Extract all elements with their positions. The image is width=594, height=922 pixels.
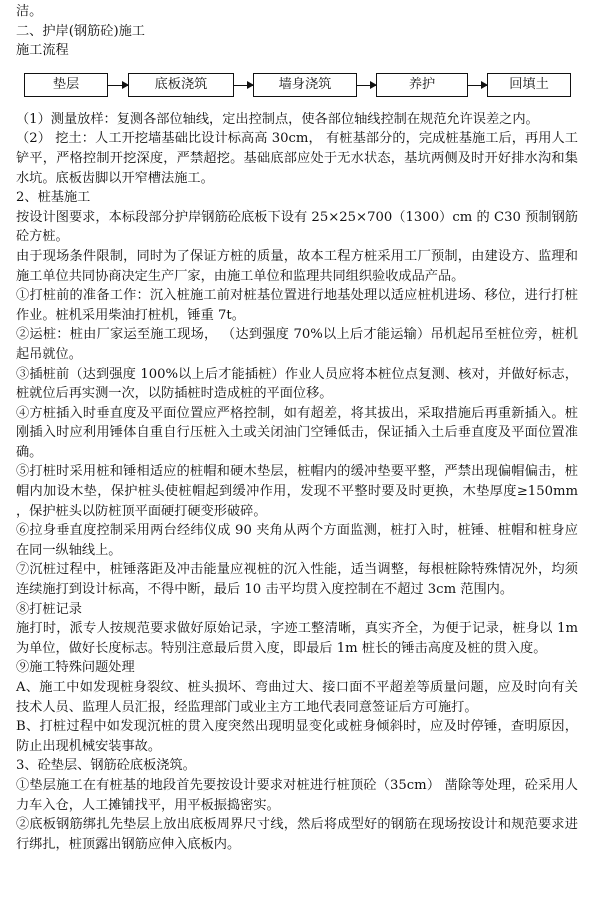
flow-step-slab-pour: 底板浇筑 <box>128 73 234 97</box>
paragraph: ⑦沉桩过程中，桩锤落距及冲击能量应视桩的沉入性能，适当调整，每根桩除特殊情况外，均须连续施打到设计标高，不得中断，最后 10 击平均贯入度控制在不超过 3cm 范围内。 <box>16 562 578 598</box>
paragraph-excavation: （2） 挖土：人工开挖墙基础比设计标高高 30cm， 有桩基部分的，完成桩基施工后，再用人工铲平，严格控制开挖深度，严禁超挖。基础底部应处于无水状态，基坑两侧及时开好排水沟和集水坑。底板齿脚以开窄槽法施工。 <box>16 131 578 186</box>
paragraph: ③插桩前（达到强度 100%以上后才能插桩）作业人员应将本桩位点复测、核对，并做好标志，桩就位后再实测一次，以防插桩时造成桩的平面位移。 <box>16 366 578 402</box>
flow-step-backfill: 回填土 <box>487 73 571 97</box>
paragraph: A、施工中如发现桩身裂纹、桩头损坏、弯曲过大、接口面不平超差等质量问题，应及时向有关技术人员、监理人员汇报，经监理部门或业主方工地代表同意签证后方可施打。 <box>16 680 578 715</box>
subsection-heading: 施工流程 <box>16 43 69 59</box>
flow-arrow <box>357 85 376 86</box>
paragraph: 施打时，派专人按规范要求做好原始记录，字迹工整清晰，真实齐全，为便于记录，桩身以 1m 为单位，做好长度标志。特别注意最后贯入度，即最后 1m 桩长的锤击高度及桩的贯入度。 <box>16 621 578 656</box>
paragraph: ⑤打桩时采用桩和锤相适应的桩帽和硬木垫层，桩帽内的缓冲垫要平整，严禁出现偏帽偏击，桩帽内加设木垫，保护桩头使桩帽起到缓冲作用，发现不平整时要及时更换，木垫厚度≥150mm ，保护桩头以防桩顶平面硬打硬变形破碎。 <box>16 464 578 519</box>
section-heading: 二、护岸(钢筋砼)施工 <box>16 23 145 39</box>
section-heading: 3、砼垫层、钢筋砼底板浇筑。 <box>16 758 196 774</box>
paragraph: ②底板钢筋绑扎先垫层上放出底板周界尺寸线，然后将成型好的钢筋在现场按设计和规范要求进行绑扎，桩顶露出钢筋应伸入底板内。 <box>16 817 578 852</box>
paragraph: ①垫层施工在有桩基的地段首先要按设计要求对桩进行桩顶砼（35cm） 凿除等处理，砼采用人力车入仓，人工摊铺找平，用平板振捣密实。 <box>16 777 578 813</box>
paragraph: ④方桩插入时垂直度及平面位置应严格控制，如有超差，将其拔出，采取措施后再重新插入。桩刚插入时应利用锤体自重自行压桩入土或关闭油门空锤低击，保证插入土后垂直度及平面位置准确。 <box>16 405 578 460</box>
paragraph: ⑥拉身垂直度控制采用两台经纬仪成 90 夹角从两个方面监测，桩打入时，桩锤、桩帽和桩身应在同一纵轴线上。 <box>16 523 578 558</box>
paragraph: 由于现场条件限制，同时为了保证方桩的质量，故本工程方桩采用工厂预制，由建设方、监理和施工单位共同协商决定生产厂家，由施工单位和监理共同组织验收成品产品。 <box>16 248 578 284</box>
flow-arrow <box>234 85 253 86</box>
flow-arrow <box>108 85 128 86</box>
document-body <box>16 2 578 854</box>
flow-step-curing: 养护 <box>376 73 468 97</box>
flow-step-cushion: 垫层 <box>24 73 108 97</box>
subheading: ⑧打桩记录 <box>16 601 82 617</box>
text-line: 洁。 <box>16 4 43 19</box>
flow-arrow <box>468 85 487 86</box>
construction-flowchart <box>16 64 578 108</box>
paragraph: ①打桩前的准备工作：沉入桩施工前对桩基位置进行地基处理以适应桩机进场、移位，进行打桩作业。桩机采用柴油打桩机，锤重 7t。 <box>16 288 578 323</box>
section-pile-heading: 2、桩基施工 <box>16 190 91 206</box>
flow-step-wall-pour: 墙身浇筑 <box>253 73 357 97</box>
paragraph: B、打桩过程中如发现沉桩的贯入度突然出现明显变化或桩身倾斜时，应及时停锤，查明原因，防止出现机械安装事故。 <box>16 719 578 754</box>
paragraph: 按设计图要求，本标段部分护岸钢筋砼底板下设有 25×25×700（1300）cm 的 C30 预制钢筋砼方桩。 <box>16 209 578 245</box>
paragraph: ②运桩：桩由厂家运至施工现场， （达到强度 70%以上后才能运输）吊机起吊至桩位旁，桩机起吊就位。 <box>16 327 578 362</box>
subheading: ⑨施工特殊问题处理 <box>16 660 135 676</box>
paragraph-survey: （1）测量放样：复测各部位轴线，定出控制点，使各部位轴线控制在规范允许误差之内。 <box>16 111 539 127</box>
